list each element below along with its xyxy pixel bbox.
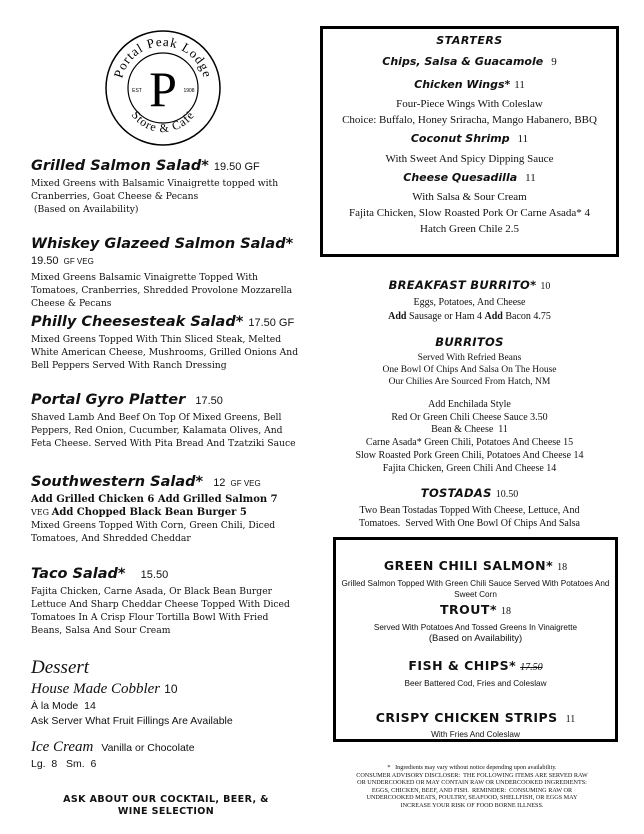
advisory-line: * Ingredients may vary without notice depending upon availability.	[387, 764, 557, 771]
item-price: 10.50	[495, 489, 519, 500]
item-desc: Fajita Chicken, Carne Asada, Or Black Bean Burger	[31, 586, 273, 597]
item-desc: Tomatoes, Cranberries, Shredded Provolone Mozzarella	[31, 285, 293, 296]
burritos-note: One Bowl Of Chips And Salsa On The House	[382, 365, 557, 375]
specials-box	[333, 537, 618, 742]
item-name: FISH & CHIPS*	[408, 658, 517, 673]
menu-item	[31, 566, 301, 654]
item-name: Coconut Shrimp	[410, 132, 510, 145]
item-desc: Beans, Salsa And Sour Cream	[31, 625, 171, 636]
item-price: 17.50 GF	[248, 317, 295, 329]
item-name: CRISPY CHICKEN STRIPS	[375, 710, 558, 725]
menu-item	[31, 158, 301, 236]
burritos-note: Our Chilies Are Sourced From Hatch, NM	[388, 377, 551, 387]
fruit-note: Ask Server What Fruit Fillings Are Available	[31, 715, 233, 727]
item-price: 18	[501, 606, 511, 617]
item-name: Chips, Salsa & Guacamole	[382, 55, 544, 68]
item-price: 17.50	[195, 395, 223, 407]
burritos-heading: BURRITOS	[435, 335, 504, 349]
advisory-line: OR UNDERCOOKED OR MAY CONTAIN RAW OR UNDERCOOKED INGREDIENTS:	[357, 779, 587, 787]
svg-text:Portal Peak Lodge: Portal Peak Lodge	[110, 33, 216, 80]
item-tags: GF VEG	[230, 479, 261, 488]
item-desc: (Based on Availability)	[428, 633, 523, 644]
menu-item	[31, 314, 301, 392]
starters-box	[320, 26, 619, 257]
item-name: Philly Cheesesteak Salad*	[31, 314, 244, 330]
item-desc: With Fries And Coleslaw	[431, 730, 520, 739]
item-desc: Sweet Corn	[454, 590, 497, 599]
item-name: Portal Gyro Platter	[31, 392, 186, 408]
item-desc: Grilled Salmon Topped With Green Chili Sauce Served With Potatoes And	[341, 579, 610, 588]
breakfast-section	[320, 276, 619, 324]
menu-item	[31, 392, 301, 474]
item-name: TOSTADAS	[420, 486, 492, 500]
item-desc: (Based on Availability)	[31, 204, 139, 215]
item-name: Grilled Salmon Salad*	[31, 158, 209, 174]
item-desc: Hatch Green Chile 2.5	[420, 223, 519, 235]
add-option: Add Chopped Black Bean Burger 5	[51, 507, 247, 518]
item-desc: Mixed Greens Topped With Thin Sliced Steak, Melted	[31, 334, 282, 345]
logo-seal	[103, 28, 223, 148]
item-price: 15.50	[140, 569, 169, 581]
item-desc: Cheese & Pecans	[31, 298, 112, 309]
item-desc: Mixed Greens with Balsamic Vinaigrette topped with	[31, 178, 279, 189]
item-desc: Shaved Lamb And Beef On Top Of Mixed Greens, Bell	[31, 412, 282, 423]
burrito-option: Bean & Cheese 11	[431, 424, 508, 436]
item-desc: Served With Potatoes And Tossed Greens In Vinaigrette	[373, 623, 578, 632]
left-column	[31, 158, 301, 654]
item-price: 9	[551, 56, 557, 68]
svg-text:1908: 1908	[183, 88, 195, 94]
item-desc: Mixed Greens Topped With Corn, Green Chili, Diced	[31, 520, 276, 531]
item-desc: Beer Battered Cod, Fries and Coleslaw	[404, 679, 547, 688]
item-name: BREAKFAST BURRITO*	[388, 278, 537, 292]
advisory-line: UNDERCOOKED MEATS, POULTRY, SEAFOOD, SHELLFISH, OR EGGS MAY	[366, 794, 578, 802]
item-name: Whiskey Glazeed Salmon Salad*	[31, 236, 294, 252]
item-price: 17.50	[520, 662, 543, 673]
cobbler-name: House Made Cobbler	[31, 681, 161, 697]
icecream-desc: Vanilla or Chocolate	[101, 742, 195, 754]
item-desc: White American Cheese, Mushrooms, Grilled Onions And	[31, 347, 299, 358]
item-price: 10	[540, 281, 551, 292]
item-price: 11	[565, 714, 576, 725]
svg-text:Store & Café: Store & Café	[128, 107, 198, 136]
advisory-line: EGGS, CHICKEN, BEEF, AND FISH. REMINDER: CONSUMING RAW OR	[371, 786, 573, 794]
burritos-note: Served With Refried Beans	[417, 353, 522, 363]
item-desc: With Salsa & Sour Cream	[412, 191, 527, 203]
add-label: Add	[388, 311, 407, 322]
item-desc: Bell Peppers Served With Ranch Dressing	[31, 360, 227, 371]
item-name: TROUT*	[440, 602, 497, 617]
item-desc: Choice: Buffalo, Honey Sriracha, Mango Habanero, BBQ	[342, 114, 597, 126]
item-desc: Fajita Chicken, Slow Roasted Pork Or Carne Asada* 4	[348, 207, 591, 219]
menu-item	[31, 236, 301, 314]
add-option: Bacon 4.75	[502, 311, 551, 322]
item-desc: Peppers, Red Onion, Cucumber, Kalamata Olives, And	[31, 425, 283, 436]
item-name: Southwestern Salad*	[31, 474, 204, 490]
add-option: Sausage or Ham 4	[406, 311, 485, 322]
burrito-option: Red Or Green Chili Cheese Sauce 3.50	[391, 411, 548, 423]
tostadas-section	[320, 484, 619, 530]
item-desc: Lettuce And Sharp Cheddar Cheese Topped With Diced	[31, 599, 290, 610]
svg-text:P: P	[149, 61, 177, 117]
item-price: 11	[514, 79, 525, 91]
item-price: 12	[213, 477, 226, 489]
drinks-footer	[30, 794, 302, 818]
item-price: 11	[517, 133, 529, 145]
dessert-heading: Dessert	[31, 657, 90, 678]
burritos-section	[320, 335, 619, 475]
item-name: Taco Salad*	[31, 566, 126, 582]
item-desc: Tomatoes. Served With One Bowl Of Chips And Salsa	[359, 518, 580, 529]
drinks-line: WINE SELECTION	[117, 806, 215, 817]
add-option: Add Grilled Chicken 6	[31, 494, 158, 505]
item-desc: Cranberries, Goat Cheese & Pecans	[31, 191, 199, 202]
item-price: 19.50 GF	[213, 161, 260, 173]
logo	[103, 28, 223, 148]
veg-tag: VEG	[31, 508, 52, 517]
item-desc: With Sweet And Spicy Dipping Sauce	[385, 153, 554, 165]
item-price: 11	[525, 172, 536, 184]
burrito-option: Fajita Chicken, Green Chili And Cheese 14	[382, 462, 557, 474]
item-desc: Tomatoes, And Shredded Cheddar	[31, 533, 191, 544]
starters-heading: STARTERS	[436, 34, 503, 47]
menu-item	[31, 474, 301, 566]
item-desc: Mixed Greens Balsamic Vinaigrette Topped With	[31, 272, 258, 283]
add-option: Add Grilled Salmon 7	[157, 494, 278, 505]
drinks-line: ASK ABOUT OUR COCKTAIL, BEER, &	[63, 794, 269, 805]
advisory-line: INCREASE YOUR RISK OF FOOD BORNE ILLNESS.	[400, 801, 544, 809]
item-desc: Two Bean Tostadas Topped With Cheese, Lettuce, And	[359, 505, 580, 516]
item-desc: Four-Piece Wings With Coleslaw	[396, 98, 543, 110]
add-label: Add	[484, 311, 503, 322]
item-price: 18	[557, 562, 568, 573]
svg-text:EST: EST	[132, 88, 142, 94]
item-name: GREEN CHILI SALMON*	[383, 558, 554, 573]
item-name: Chicken Wings*	[414, 78, 511, 91]
item-price: 19.50	[31, 255, 59, 267]
item-desc: Eggs, Potatoes, And Cheese	[413, 297, 526, 308]
icecream-sizes: Lg. 8 Sm. 6	[31, 758, 97, 770]
item-name: Cheese Quesadilla	[403, 171, 518, 184]
item-desc: Feta Cheese. Served With Pita Bread And Tzatziki Sauce	[31, 438, 296, 449]
burrito-option: Carne Asada* Green Chili, Potatoes And Cheese 15	[365, 437, 574, 449]
consumer-advisory	[322, 764, 622, 810]
burrito-option: Add Enchilada Style	[428, 399, 511, 410]
item-tags: GF VEG	[63, 257, 94, 266]
cobbler-price: 10	[164, 682, 178, 696]
item-desc: Tomatoes In A Crisp Flour Tortilla Bowl With Fried	[31, 612, 269, 623]
dessert-section	[31, 657, 301, 771]
advisory-line: CONSUMER ADVISORY DISCLOSER: THE FOLLOWING ITEMS ARE SERVED RAW	[356, 771, 588, 779]
icecream-name: Ice Cream	[31, 739, 94, 755]
burrito-option: Slow Roasted Pork Green Chili, Potatoes And Cheese 14	[355, 449, 584, 461]
alamode: À la Mode 14	[31, 700, 96, 712]
